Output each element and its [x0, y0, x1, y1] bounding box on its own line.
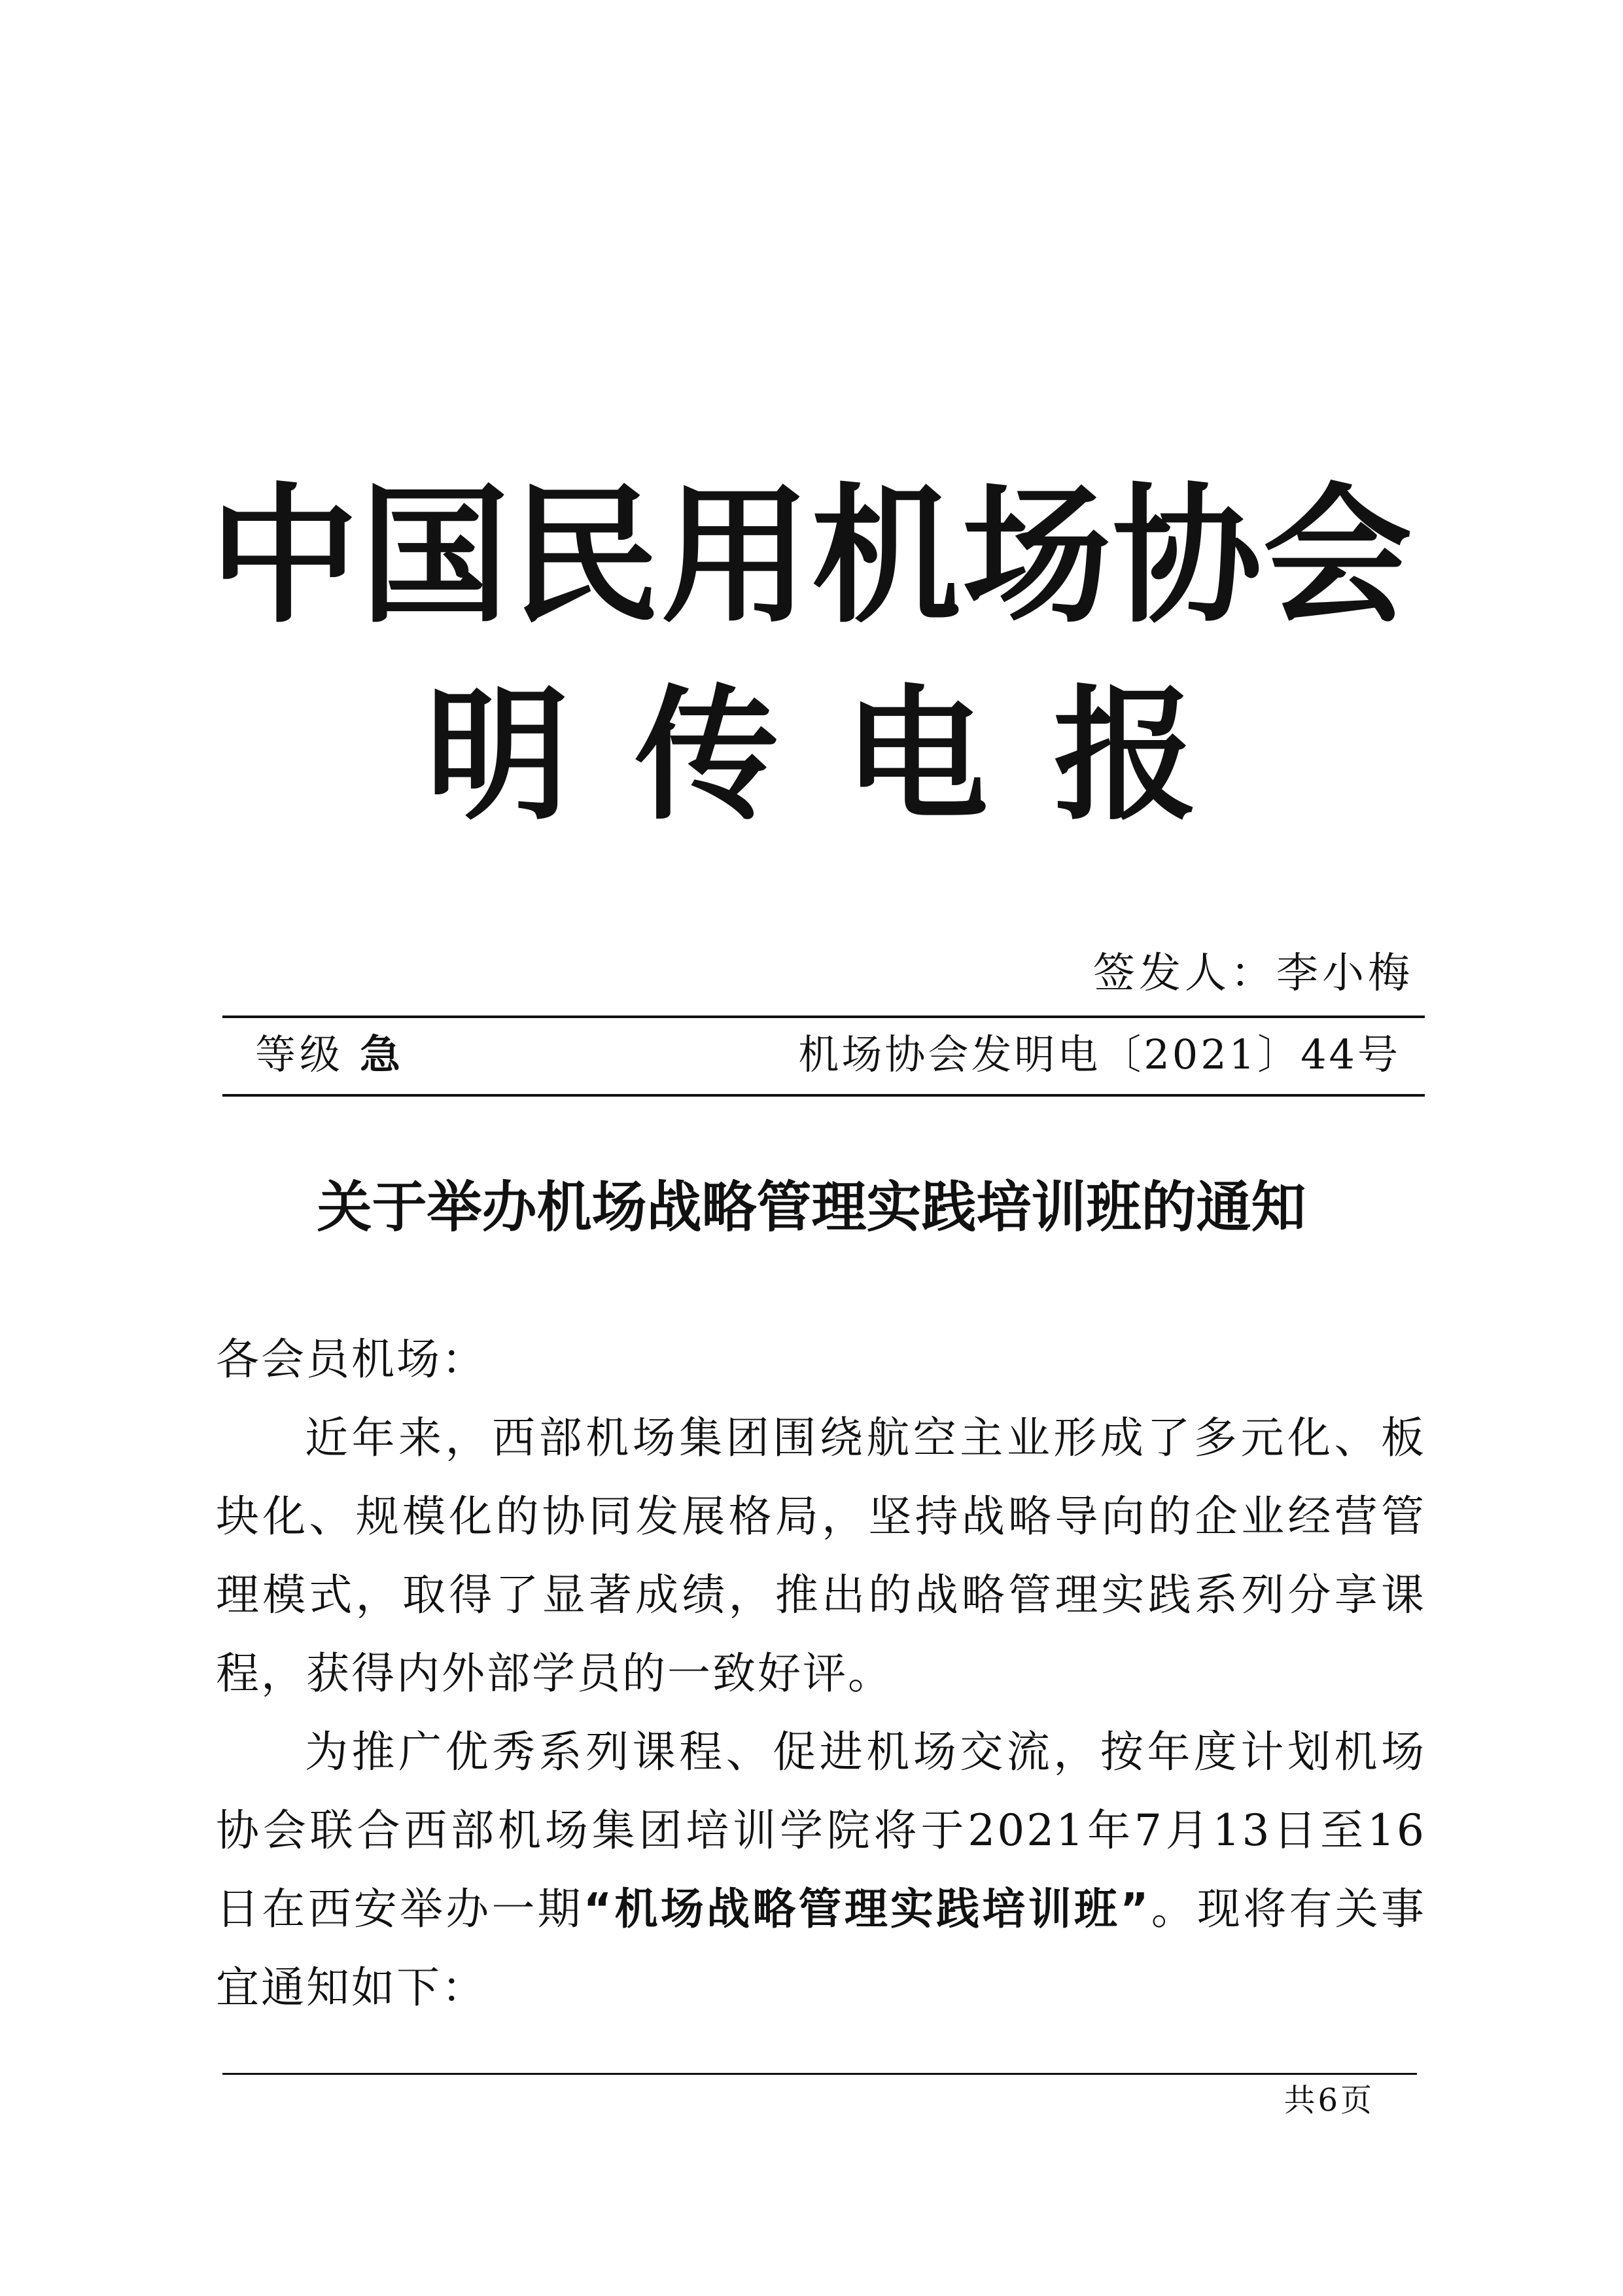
masthead-title: 中国民用机场协会 — [209, 469, 1414, 643]
body-paragraph-2 — [216, 1713, 1426, 2027]
header-rule-top — [222, 1016, 1425, 1018]
page-count: 共6页 — [1283, 2082, 1374, 2119]
header-rule-bottom — [222, 1094, 1425, 1097]
signer-name: 李小梅 — [1276, 949, 1414, 998]
notice-body — [216, 1320, 1426, 2027]
body-paragraph-1: 近年来，西部机场集团围绕航空主业形成了多元化、板块化、规模化的协同发展格局，坚持战略导向的企业经营管理模式，取得了显著成绩，推出的战略管理实践系列分享课程，获得内外部学员的一致好评。 — [216, 1413, 1426, 1699]
notice-title: 关于举办机场战略管理实践培训班的通知 — [317, 1174, 1306, 1239]
grade-value: 急 — [360, 1031, 405, 1078]
signer-line — [1093, 947, 1414, 1000]
masthead-subtitle: 明传电报 — [425, 672, 1263, 839]
salutation: 各会员机场： — [216, 1334, 487, 1385]
footer-rule — [222, 2073, 1417, 2075]
paragraph-2-text-after: 。现将有关事宜通知如下： — [216, 1884, 1427, 2013]
paragraph-2-text-before: 为推广优秀系列课程、促进机场交流，按年度计划机场协会联合西部机场集团培训学院将于2021年7月13日至16日在西安举办一期 — [216, 1727, 1426, 1934]
grade-label: 等级 — [255, 1031, 345, 1078]
signer-label: 签发人： — [1093, 949, 1276, 998]
training-class-name: “机场战略管理实践培训班” — [583, 1884, 1151, 1934]
grade-field — [255, 1027, 404, 1082]
document-number: 机场协会发明电〔2021〕44号 — [798, 1031, 1401, 1078]
